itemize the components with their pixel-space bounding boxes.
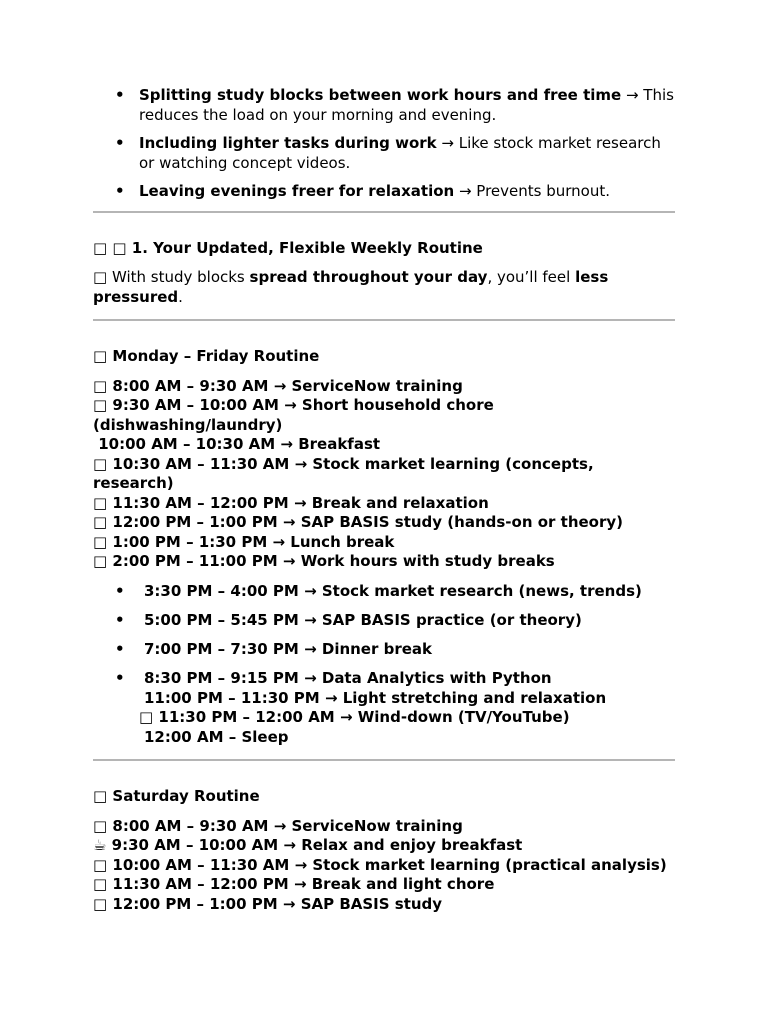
weekday-schedule bbox=[93, 377, 675, 572]
para-text: , you’ll feel bbox=[487, 268, 576, 286]
saturday-schedule bbox=[93, 817, 675, 915]
bullet-text: → Like stock market research or watching concept videos. bbox=[139, 134, 661, 172]
list-item-text: 3:30 PM – 4:00 PM → Stock market research (news, trends) bbox=[144, 581, 642, 600]
schedule-line: □ 2:00 PM – 11:00 PM → Work hours with study breaks bbox=[93, 552, 555, 570]
schedule-line: □ 9:30 AM – 10:00 AM → Short household chore (dishwashing/laundry) bbox=[93, 396, 494, 434]
bullet-marker: • bbox=[115, 610, 125, 629]
schedule-line: □ 12:00 PM – 1:00 PM → SAP BASIS study bbox=[93, 894, 443, 913]
bullet-marker: • bbox=[115, 86, 125, 104]
divider bbox=[93, 759, 675, 761]
section-intro-paragraph bbox=[93, 268, 675, 307]
list-item-text: 12:00 AM – Sleep bbox=[144, 727, 289, 746]
divider bbox=[93, 319, 675, 321]
list-item-text: 11:00 PM – 11:30 PM → Light stretching and relaxation bbox=[144, 688, 607, 707]
schedule-line: □ 10:00 AM – 11:30 AM → Stock market learning (practical analysis) bbox=[93, 855, 667, 874]
document-content bbox=[93, 86, 675, 914]
bullet-text: → This reduces the load on your morning and evening. bbox=[139, 86, 674, 124]
para-bold-text: less pressured bbox=[93, 268, 609, 306]
divider bbox=[93, 211, 675, 213]
list-item-text: 5:00 PM – 5:45 PM → SAP BASIS practice (or theory) bbox=[144, 610, 582, 629]
weekday-heading: □ Monday – Friday Routine bbox=[93, 347, 320, 365]
list-item bbox=[93, 640, 675, 660]
bullet-marker: • bbox=[115, 581, 125, 600]
intro-bullet-2 bbox=[93, 134, 675, 173]
para-text: □ With study blocks bbox=[93, 268, 250, 286]
bullet-bold-text: Leaving evenings freer for relaxation bbox=[139, 182, 455, 200]
list-item-text: 7:00 PM – 7:30 PM → Dinner break bbox=[144, 640, 433, 659]
intro-bullet-list bbox=[93, 86, 675, 202]
list-item bbox=[93, 582, 675, 602]
intro-bullet-1 bbox=[93, 86, 675, 125]
schedule-line: □ 11:30 AM – 12:00 PM → Break and light chore bbox=[93, 875, 495, 894]
schedule-line: □ 10:30 AM – 11:30 AM → Stock market learning (concepts, research) bbox=[93, 454, 594, 492]
bullet-marker: • bbox=[115, 182, 125, 200]
list-item bbox=[93, 611, 675, 631]
bullet-marker: • bbox=[115, 134, 125, 152]
bullet-bold-text: Including lighter tasks during work bbox=[139, 134, 437, 152]
section-heading: □ □ 1. Your Updated, Flexible Weekly Routine bbox=[93, 238, 483, 257]
schedule-line: ☕ 9:30 AM – 10:00 AM → Relax and enjoy breakfast bbox=[93, 836, 523, 855]
list-item-text: □ 11:30 PM – 12:00 AM → Wind-down (TV/YouTube) bbox=[139, 708, 570, 727]
schedule-line: □ 1:00 PM – 1:30 PM → Lunch break bbox=[93, 532, 395, 551]
saturday-heading: □ Saturday Routine bbox=[93, 787, 260, 806]
schedule-line: □ 12:00 PM – 1:00 PM → SAP BASIS study (hands-on or theory) bbox=[93, 513, 624, 531]
bullet-marker: • bbox=[115, 669, 125, 688]
list-item-text: 8:30 PM – 9:15 PM → Data Analytics with Python bbox=[144, 669, 552, 688]
intro-bullet-3 bbox=[93, 182, 675, 202]
list-item bbox=[93, 669, 675, 747]
bullet-marker: • bbox=[115, 640, 125, 659]
bullet-bold-text: Splitting study blocks between work hours and free time bbox=[139, 86, 622, 104]
schedule-line: 10:00 AM – 10:30 AM → Breakfast bbox=[93, 435, 381, 453]
bullet-text: → Prevents burnout. bbox=[454, 182, 611, 200]
para-bold-text: spread throughout your day bbox=[249, 268, 488, 286]
schedule-line: □ 8:00 AM – 9:30 AM → ServiceNow training bbox=[93, 376, 463, 395]
work-break-list bbox=[93, 582, 675, 748]
schedule-line: □ 11:30 AM – 12:00 PM → Break and relaxation bbox=[93, 493, 489, 512]
schedule-line: □ 8:00 AM – 9:30 AM → ServiceNow training bbox=[93, 816, 463, 835]
para-text: . bbox=[178, 287, 183, 306]
